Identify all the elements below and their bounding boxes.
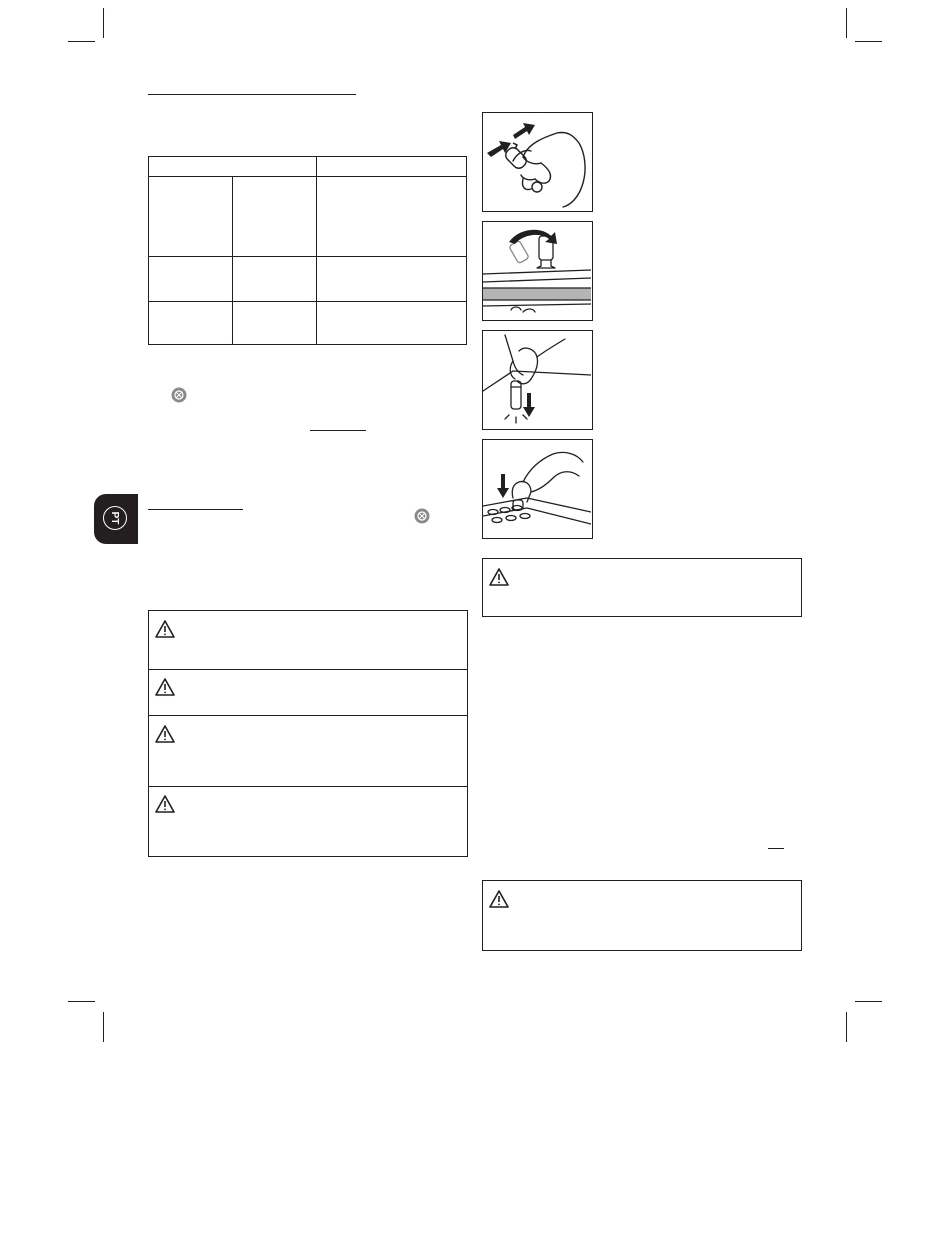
settings-table — [148, 156, 467, 345]
warning-divider — [149, 715, 467, 716]
warning-box-right-1 — [482, 558, 802, 617]
warning-divider — [149, 669, 467, 670]
crop-mark-top-right-horizontal — [855, 41, 882, 42]
crop-mark-top-left-horizontal — [68, 41, 95, 42]
figure-pressing-capsule-into-holder — [482, 439, 593, 539]
press-capsule-illustration — [483, 440, 591, 537]
warning-triangle-icon — [155, 795, 175, 813]
settings-table-grid — [148, 156, 467, 345]
figure-pushing-capsule-down — [482, 330, 593, 430]
hand-capsule-illustration — [483, 113, 591, 210]
warning-triangle-icon — [489, 890, 509, 908]
subsection-heading-rule — [148, 509, 243, 510]
warning-divider — [149, 786, 467, 787]
crop-mark-bottom-left-horizontal — [68, 1001, 95, 1002]
underline-fragment — [768, 848, 784, 849]
warning-triangle-icon — [489, 568, 509, 586]
warning-box-right-2 — [482, 880, 802, 951]
dial-setting-icon — [171, 387, 187, 403]
warning-triangle-icon — [155, 620, 175, 638]
figure-capsule-flip-over-tray — [482, 221, 593, 321]
capsule-tray-illustration — [483, 222, 591, 319]
warning-triangle-icon — [155, 678, 175, 696]
crop-mark-top-right-vertical — [846, 8, 847, 38]
underline-fragment — [310, 430, 366, 431]
dial-setting-icon — [414, 508, 430, 524]
push-capsule-illustration — [483, 331, 591, 428]
figure-fingers-pressing-capsule — [482, 112, 593, 212]
crop-mark-bottom-left-vertical — [103, 1012, 104, 1042]
section-heading-rule — [148, 94, 356, 95]
warning-triangle-icon — [155, 725, 175, 743]
crop-mark-top-left-vertical — [103, 8, 104, 38]
crop-mark-bottom-right-horizontal — [855, 1001, 882, 1002]
language-tab-label: PT — [103, 506, 127, 530]
language-tab — [94, 494, 138, 544]
warnings-box-left — [148, 610, 468, 857]
crop-mark-bottom-right-vertical — [846, 1012, 847, 1042]
